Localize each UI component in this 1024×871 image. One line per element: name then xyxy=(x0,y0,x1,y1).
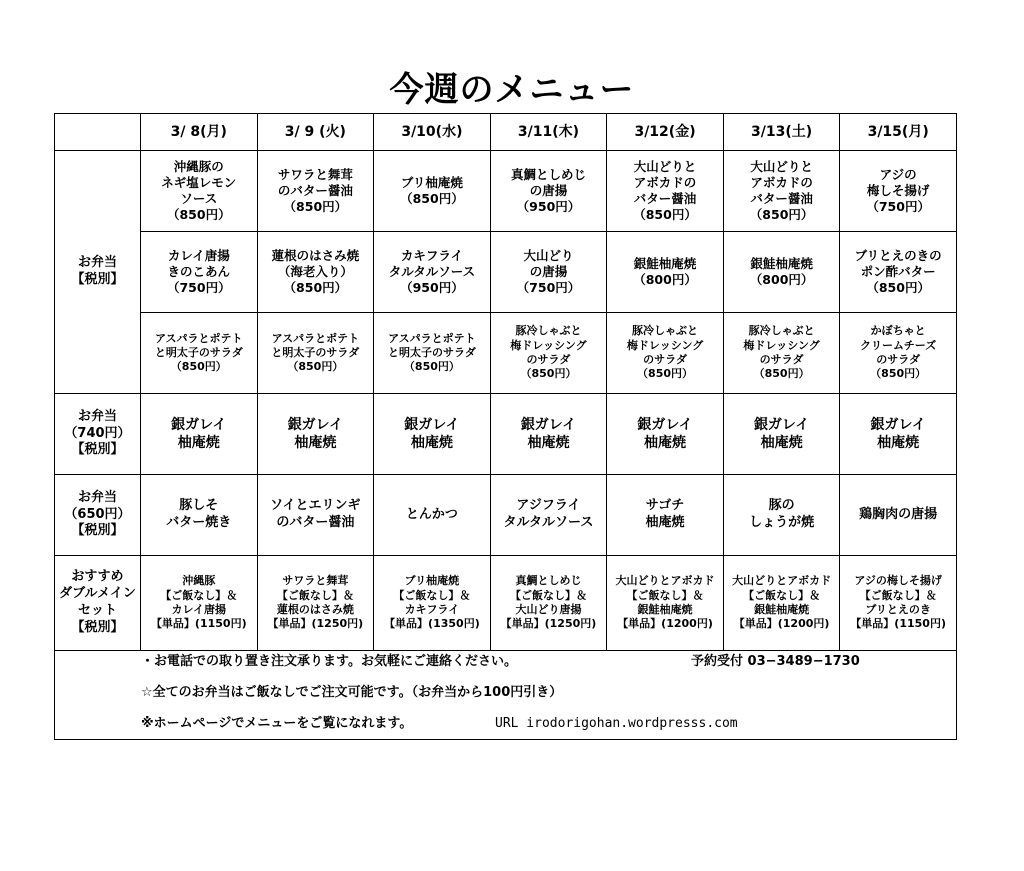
menu-item-cell xyxy=(607,232,724,313)
menu-item-line: サワラと舞茸 xyxy=(277,166,353,182)
homepage-url[interactable]: URL irodorigohan.wordpresss.com xyxy=(495,716,738,731)
category-label-line: 【税別】 xyxy=(71,272,124,287)
category-label-line: 【税別】 xyxy=(71,619,124,635)
menu-item-cell xyxy=(840,475,957,556)
menu-item-cell xyxy=(257,556,374,651)
menu-item-cell xyxy=(490,232,607,313)
menu-item-cell xyxy=(840,313,957,394)
menu-item-line: 【ご飯なし】＆ xyxy=(859,588,937,602)
menu-item-cell xyxy=(840,151,957,232)
menu-item-line: ブリ柚庵焼 xyxy=(404,574,460,588)
menu-item-line: バター醤油 xyxy=(750,191,813,206)
menu-item-cell xyxy=(374,313,491,394)
menu-item-cell xyxy=(257,232,374,313)
menu-item-line: 沖縄豚の xyxy=(173,158,224,174)
menu-item-line: カレイ唐揚 xyxy=(167,247,230,263)
menu-item-line: と明太子のサラダ xyxy=(154,345,243,359)
menu-item-line: 【単品】(1200円) xyxy=(733,617,830,631)
menu-item-line: （850円） xyxy=(283,199,348,215)
menu-item-line: のバター醤油 xyxy=(277,182,353,198)
date-header: 3/12(金) xyxy=(607,114,724,151)
menu-item-line: とんかつ xyxy=(405,506,458,522)
category-label-line: （650円） xyxy=(64,506,131,522)
menu-item-line: 銀ガレイ xyxy=(287,416,343,433)
menu-item-line: （850円） xyxy=(870,367,927,381)
menu-item-cell xyxy=(490,313,607,394)
menu-item-line: 梅ドレッシング xyxy=(510,338,587,352)
menu-item-line: （850円） xyxy=(866,280,930,296)
menu-item-line: 銀鮭柚庵焼 xyxy=(637,603,693,616)
menu-item-line: クリームチーズ xyxy=(860,338,937,352)
menu-item-line: （850円） xyxy=(749,207,814,223)
menu-item-line: 【ご飯なし】＆ xyxy=(393,588,471,602)
category-label xyxy=(55,556,141,651)
menu-item-line: 銀ガレイ xyxy=(870,416,926,433)
menu-item-line: 【ご飯なし】＆ xyxy=(626,588,704,602)
menu-item-line: しょうが焼 xyxy=(749,515,815,530)
menu-item-line: バター醤油 xyxy=(633,191,697,206)
menu-item-line: ネギ塩レモン xyxy=(161,174,237,190)
menu-item-line: （850円） xyxy=(287,360,344,374)
menu-item-line: アジの xyxy=(879,166,917,182)
menu-item-cell xyxy=(257,313,374,394)
menu-item-cell xyxy=(141,394,258,475)
category-label-line: お弁当 xyxy=(77,489,117,505)
menu-item-line: （850円） xyxy=(753,367,810,381)
menu-item-cell xyxy=(723,151,840,232)
menu-item-line: のサラダ xyxy=(759,353,804,366)
menu-item-cell xyxy=(374,475,491,556)
menu-item-line: 大山どりとアボカド xyxy=(732,574,832,588)
category-label-line: セット xyxy=(77,603,117,618)
category-label-line: おすすめ xyxy=(71,569,124,585)
menu-item-cell xyxy=(840,232,957,313)
menu-item-line: サゴチ xyxy=(645,498,685,514)
page-title: 今週のメニュー xyxy=(389,70,635,110)
menu-item-cell xyxy=(141,475,258,556)
menu-item-cell xyxy=(607,475,724,556)
menu-item-line: （850円） xyxy=(170,360,227,374)
menu-item-line: 銀ガレイ xyxy=(171,416,227,433)
menu-item-line: カレイ唐揚 xyxy=(171,603,226,616)
menu-item-line: 柚庵焼 xyxy=(527,435,570,451)
menu-item-cell xyxy=(607,556,724,651)
menu-item-line: 【ご飯なし】＆ xyxy=(743,588,821,602)
menu-item-cell xyxy=(840,556,957,651)
menu-item-cell xyxy=(840,394,957,475)
menu-item-line: （950円） xyxy=(400,280,464,296)
menu-item-line: 鶏胸肉の唐揚 xyxy=(859,506,938,522)
menu-item-line: アジの梅しそ揚げ xyxy=(854,574,942,588)
menu-item-line: 大山どりとアボカド xyxy=(615,574,715,588)
menu-item-line: カキフライ xyxy=(404,603,460,616)
menu-item-line: （950円） xyxy=(516,199,581,215)
category-label-line: ダブルメイン xyxy=(59,586,136,602)
menu-item-line: きのこあん xyxy=(167,263,231,279)
menu-item-line: 真鯛としめじ xyxy=(510,166,586,182)
menu-item-line: のサラダ xyxy=(876,353,921,366)
menu-item-cell xyxy=(257,151,374,232)
menu-item-line: 【ご飯なし】＆ xyxy=(160,588,238,602)
menu-item-line: と明太子のサラダ xyxy=(271,345,360,359)
menu-item-line: 豚しそ xyxy=(179,498,219,514)
menu-item-cell xyxy=(490,394,607,475)
menu-item-line: 大山どり xyxy=(523,247,574,263)
category-label xyxy=(55,394,141,475)
menu-item-cell xyxy=(141,556,258,651)
no-rice-note: ☆全てのお弁当はご飯なしでご注文可能です。（お弁当から100円引き） xyxy=(141,685,563,700)
menu-item-line: （800円） xyxy=(749,272,814,287)
menu-item-cell xyxy=(374,394,491,475)
menu-item-line: 【単品】(1250円) xyxy=(267,617,364,631)
menu-item-line: 柚庵焼 xyxy=(177,435,220,451)
menu-item-line: 柚庵焼 xyxy=(644,435,687,451)
menu-item-line: 柚庵焼 xyxy=(410,435,453,451)
menu-item-line: 【単品】(1350円) xyxy=(384,617,480,631)
menu-item-line: タルタルソース xyxy=(503,515,594,530)
date-header: 3/ 9 (火) xyxy=(257,114,374,151)
menu-item-line: 【単品】(1250円) xyxy=(500,617,597,631)
menu-item-line: のバター醤油 xyxy=(276,515,355,530)
menu-item-line: 蓮根のはさみ焼 xyxy=(276,603,354,616)
menu-item-cell xyxy=(257,475,374,556)
menu-item-line: アジフライ xyxy=(516,498,581,514)
menu-row xyxy=(55,556,957,651)
menu-item-line: ソイとエリンギ xyxy=(270,498,361,514)
menu-item-cell xyxy=(141,151,258,232)
menu-item-line: 豚冷しゃぶと xyxy=(748,324,815,338)
menu-row xyxy=(55,151,957,232)
menu-item-line: かぼちゃと xyxy=(870,324,926,338)
menu-item-line: 梅ドレッシング xyxy=(743,338,820,352)
menu-item-line: 銀ガレイ xyxy=(520,416,577,433)
menu-item-line: ソース xyxy=(180,191,218,206)
category-label-line: お弁当 xyxy=(77,408,117,424)
menu-item-line: （850円） xyxy=(166,207,231,223)
menu-row xyxy=(55,232,957,313)
reservation-phone: 予約受付 03−3489−1730 xyxy=(691,654,860,669)
menu-item-line: 銀ガレイ xyxy=(637,416,693,433)
menu-item-cell xyxy=(723,475,840,556)
menu-item-line: （800円） xyxy=(633,272,697,287)
menu-item-line: の唐揚 xyxy=(529,263,568,279)
menu-item-cell xyxy=(257,394,374,475)
menu-item-line: 【単品】(1150円) xyxy=(150,617,247,631)
menu-item-line: 豚冷しゃぶと xyxy=(515,324,582,338)
date-header: 3/11(木) xyxy=(490,114,607,151)
menu-item-cell xyxy=(141,313,258,394)
menu-row xyxy=(55,475,957,556)
menu-item-line: 【単品】(1200円) xyxy=(617,617,713,631)
menu-item-line: 柚庵焼 xyxy=(760,435,803,451)
homepage-note: ※ホームページでメニューをご覧になれます。 xyxy=(141,716,413,731)
menu-row xyxy=(55,394,957,475)
menu-item-line: 銀ガレイ xyxy=(753,416,810,433)
corner-cell xyxy=(55,114,141,151)
category-label-line: 【税別】 xyxy=(71,523,124,539)
menu-item-line: 銀鮭柚庵焼 xyxy=(754,603,810,616)
menu-item-cell xyxy=(374,232,491,313)
phone-order-note: ・お電話での取り置き注文承ります。お気軽にご連絡ください。 xyxy=(141,654,517,669)
menu-item-line: アスパラとポテト xyxy=(388,331,476,345)
category-label-line: （740円） xyxy=(64,425,131,441)
menu-item-cell xyxy=(723,313,840,394)
menu-item-line: 【ご飯なし】＆ xyxy=(509,588,587,602)
menu-item-line: （850円） xyxy=(633,207,697,223)
menu-item-line: アボカドの xyxy=(633,174,697,190)
menu-item-line: ポン酢バター xyxy=(860,263,936,279)
menu-item-line: ブリとえのきの xyxy=(854,247,942,263)
menu-item-line: （850円） xyxy=(400,191,464,206)
menu-item-line: 【単品】(1150円) xyxy=(850,617,946,631)
menu-item-line: 真鯛としめじ xyxy=(515,574,582,588)
menu-item-line: のサラダ xyxy=(643,353,687,366)
date-header: 3/15(月) xyxy=(840,114,957,151)
menu-item-line: 柚庵焼 xyxy=(294,435,337,451)
menu-item-cell xyxy=(374,151,491,232)
menu-item-line: 【ご飯なし】＆ xyxy=(276,588,354,602)
menu-item-cell xyxy=(607,151,724,232)
menu-item-line: 沖縄豚 xyxy=(182,574,216,588)
notes-section xyxy=(55,651,957,740)
menu-item-line: 梅しそ揚げ xyxy=(866,182,930,198)
menu-item-line: （850円） xyxy=(283,280,348,296)
menu-item-cell xyxy=(490,151,607,232)
menu-item-line: と明太子のサラダ xyxy=(387,345,476,359)
menu-item-line: （750円） xyxy=(166,280,231,296)
menu-item-line: カキフライ xyxy=(400,247,463,263)
category-label xyxy=(55,151,141,394)
menu-item-line: 大山どりと xyxy=(750,158,813,174)
menu-item-cell xyxy=(723,232,840,313)
menu-item-line: 豚の xyxy=(768,498,795,514)
menu-item-line: 柚庵焼 xyxy=(645,515,685,530)
menu-item-line: （海老入り） xyxy=(277,263,353,279)
date-header-row xyxy=(55,114,957,151)
menu-item-line: ブリとえのき xyxy=(865,603,931,616)
menu-item-line: 大山どりと xyxy=(633,158,697,174)
menu-item-line: のサラダ xyxy=(526,353,571,366)
menu-item-line: 豚冷しゃぶと xyxy=(632,324,699,338)
menu-item-line: 銀鮭柚庵焼 xyxy=(750,255,813,271)
menu-item-line: タルタルソース xyxy=(388,263,476,279)
menu-item-line: ブリ柚庵焼 xyxy=(400,174,463,190)
date-header: 3/ 8(月) xyxy=(141,114,258,151)
date-header: 3/10(水) xyxy=(374,114,491,151)
menu-item-line: 柚庵焼 xyxy=(877,435,920,451)
menu-item-line: アボカドの xyxy=(750,174,813,190)
menu-item-line: バター焼き xyxy=(166,515,232,530)
menu-item-line: （850円） xyxy=(520,367,577,381)
menu-item-line: （850円） xyxy=(403,360,460,374)
menu-item-line: （850円） xyxy=(637,367,694,381)
menu-item-cell xyxy=(723,394,840,475)
weekly-menu-table xyxy=(54,113,957,740)
menu-item-line: 大山どり唐揚 xyxy=(515,603,582,616)
menu-item-line: 蓮根のはさみ焼 xyxy=(271,247,360,263)
menu-item-cell xyxy=(374,556,491,651)
category-label xyxy=(55,475,141,556)
date-header: 3/13(土) xyxy=(723,114,840,151)
menu-item-line: 銀鮭柚庵焼 xyxy=(633,255,697,271)
menu-item-line: の唐揚 xyxy=(529,182,568,198)
menu-item-cell xyxy=(723,556,840,651)
menu-item-cell xyxy=(607,313,724,394)
category-label-line: 【税別】 xyxy=(71,442,124,458)
menu-item-line: （750円） xyxy=(516,280,581,296)
menu-item-line: 梅ドレッシング xyxy=(626,338,704,352)
category-label-line: お弁当 xyxy=(77,255,117,271)
menu-item-line: サワラと舞茸 xyxy=(282,574,349,588)
menu-row xyxy=(55,313,957,394)
menu-item-cell xyxy=(607,394,724,475)
menu-item-line: 銀ガレイ xyxy=(404,416,460,433)
menu-item-cell xyxy=(490,475,607,556)
menu-item-cell xyxy=(141,232,258,313)
menu-item-line: アスパラとポテト xyxy=(155,331,243,345)
menu-item-cell xyxy=(490,556,607,651)
menu-item-line: （750円） xyxy=(866,199,930,215)
menu-item-line: アスパラとポテト xyxy=(271,331,360,345)
